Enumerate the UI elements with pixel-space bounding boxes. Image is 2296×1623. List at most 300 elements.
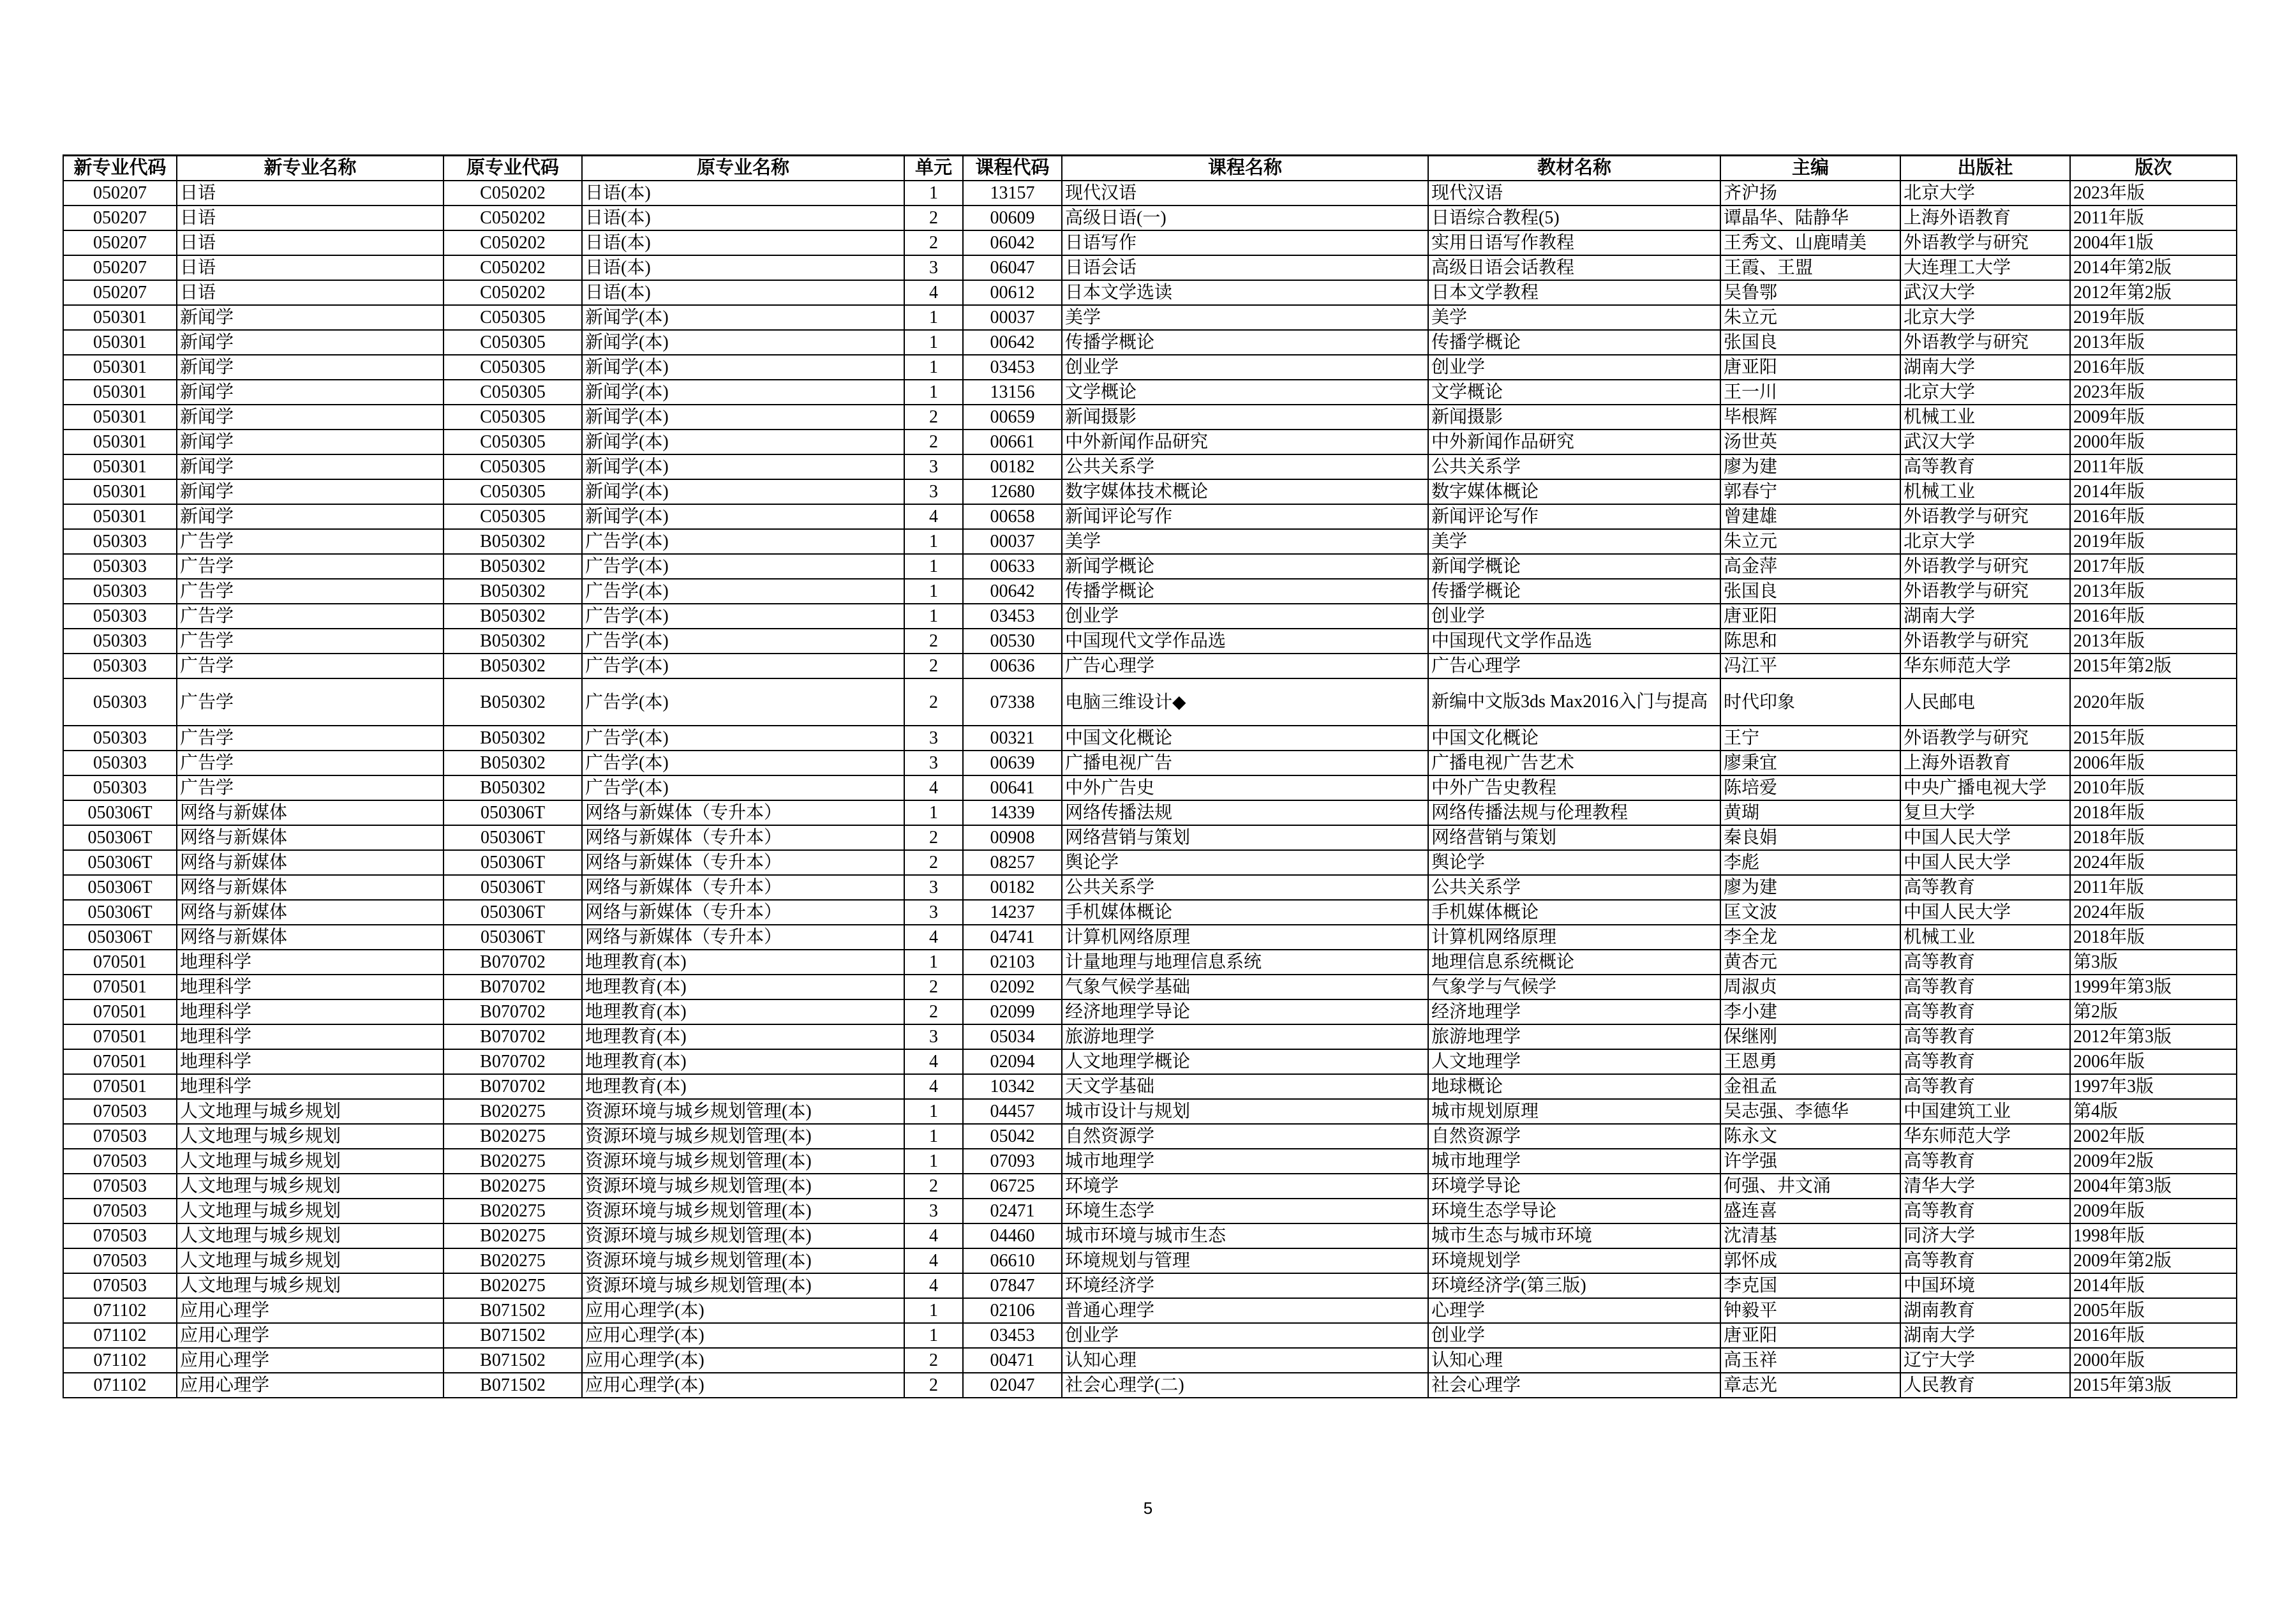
old-major-name-cell: 应用心理学(本) — [582, 1373, 904, 1398]
table-row — [63, 850, 2237, 875]
page-number: 5 — [1143, 1499, 1153, 1518]
old-major-name-cell: 网络与新媒体（专升本） — [582, 925, 904, 950]
course-name-cell: 城市设计与规划 — [1062, 1099, 1428, 1124]
edition-cell: 2015年第2版 — [2070, 654, 2237, 678]
new-major-name-cell: 网络与新媒体 — [177, 875, 444, 900]
new-major-name-cell: 广告学 — [177, 751, 444, 775]
course-code-cell: 08257 — [963, 850, 1062, 875]
editor-cell: 冯江平 — [1720, 654, 1900, 678]
edition-cell: 2023年版 — [2070, 181, 2237, 206]
table-row — [63, 1223, 2237, 1248]
publisher-cell: 华东师范大学 — [1900, 654, 2070, 678]
unit-cell: 4 — [904, 1049, 963, 1074]
edition-cell: 2009年版 — [2070, 1199, 2237, 1223]
unit-cell: 1 — [904, 950, 963, 975]
old-major-code-cell: B050302 — [444, 726, 582, 751]
old-major-name-cell: 广告学(本) — [582, 751, 904, 775]
editor-cell: 王一川 — [1720, 380, 1900, 405]
new-major-name-cell: 应用心理学 — [177, 1298, 444, 1323]
textbook-name-cell: 网络营销与策划 — [1428, 825, 1720, 850]
textbook-name-cell: 广告心理学 — [1428, 654, 1720, 678]
new-major-code-cell: 050303 — [63, 629, 177, 654]
new-major-code-cell: 071102 — [63, 1323, 177, 1348]
unit-cell: 1 — [904, 330, 963, 355]
editor-cell: 周淑贞 — [1720, 975, 1900, 999]
editor-cell: 吴志强、李德华 — [1720, 1099, 1900, 1124]
new-major-code-cell: 070503 — [63, 1223, 177, 1248]
old-major-code-cell: B071502 — [444, 1373, 582, 1398]
course-name-cell: 气象气候学基础 — [1062, 975, 1428, 999]
course-code-cell: 00633 — [963, 554, 1062, 579]
new-major-code-cell: 050303 — [63, 579, 177, 604]
course-code-cell: 10342 — [963, 1074, 1062, 1099]
old-major-code-cell: B070702 — [444, 975, 582, 999]
course-code-cell: 03453 — [963, 604, 1062, 629]
new-major-code-cell: 071102 — [63, 1373, 177, 1398]
old-major-code-cell: B070702 — [444, 1024, 582, 1049]
old-major-name-cell: 地理教育(本) — [582, 1024, 904, 1049]
publisher-cell: 高等教育 — [1900, 1049, 2070, 1074]
table-row — [63, 1373, 2237, 1398]
editor-cell: 沈清基 — [1720, 1223, 1900, 1248]
textbook-name-cell: 城市规划原理 — [1428, 1099, 1720, 1124]
unit-cell: 4 — [904, 1223, 963, 1248]
course-code-cell: 02106 — [963, 1298, 1062, 1323]
old-major-name-cell: 地理教育(本) — [582, 999, 904, 1024]
old-major-name-cell: 地理教育(本) — [582, 975, 904, 999]
editor-cell: 吴鲁鄂 — [1720, 280, 1900, 305]
old-major-name-cell: 应用心理学(本) — [582, 1298, 904, 1323]
editor-cell: 高玉祥 — [1720, 1348, 1900, 1373]
old-major-code-cell: B020275 — [444, 1124, 582, 1149]
old-major-code-cell: B050302 — [444, 751, 582, 775]
new-major-code-cell: 050301 — [63, 430, 177, 454]
course-code-cell: 14237 — [963, 900, 1062, 925]
edition-cell: 2018年版 — [2070, 925, 2237, 950]
table-row — [63, 1124, 2237, 1149]
course-name-cell: 中国文化概论 — [1062, 726, 1428, 751]
unit-cell: 4 — [904, 775, 963, 800]
table-row — [63, 529, 2237, 554]
new-major-name-cell: 新闻学 — [177, 380, 444, 405]
edition-cell: 2010年版 — [2070, 775, 2237, 800]
course-code-cell: 13157 — [963, 181, 1062, 206]
unit-cell: 2 — [904, 1373, 963, 1398]
course-code-cell: 06042 — [963, 230, 1062, 255]
unit-cell: 3 — [904, 726, 963, 751]
publisher-cell: 中央广播电视大学 — [1900, 775, 2070, 800]
header-textbook-name: 教材名称 — [1428, 156, 1720, 181]
old-major-code-cell: C050202 — [444, 181, 582, 206]
unit-cell: 1 — [904, 1099, 963, 1124]
table-row — [63, 1049, 2237, 1074]
old-major-name-cell: 资源环境与城乡规划管理(本) — [582, 1223, 904, 1248]
publisher-cell: 机械工业 — [1900, 405, 2070, 430]
course-code-cell: 12680 — [963, 479, 1062, 504]
course-code-cell: 00661 — [963, 430, 1062, 454]
header-row — [63, 156, 2237, 181]
editor-cell: 盛连喜 — [1720, 1199, 1900, 1223]
course-code-cell: 00037 — [963, 529, 1062, 554]
new-major-name-cell: 日语 — [177, 230, 444, 255]
course-code-cell: 05034 — [963, 1024, 1062, 1049]
course-code-cell: 00908 — [963, 825, 1062, 850]
textbook-name-cell: 自然资源学 — [1428, 1124, 1720, 1149]
old-major-code-cell: B050302 — [444, 579, 582, 604]
unit-cell: 2 — [904, 975, 963, 999]
new-major-name-cell: 广告学 — [177, 726, 444, 751]
table-row — [63, 405, 2237, 430]
edition-cell: 2024年版 — [2070, 900, 2237, 925]
unit-cell: 2 — [904, 206, 963, 230]
course-name-cell: 网络传播法规 — [1062, 800, 1428, 825]
table-row — [63, 1074, 2237, 1099]
edition-cell: 2005年版 — [2070, 1298, 2237, 1323]
edition-cell: 1998年版 — [2070, 1223, 2237, 1248]
course-code-cell: 13156 — [963, 380, 1062, 405]
publisher-cell: 北京大学 — [1900, 380, 2070, 405]
editor-cell: 曾建雄 — [1720, 504, 1900, 529]
course-name-cell: 自然资源学 — [1062, 1124, 1428, 1149]
new-major-code-cell: 050207 — [63, 230, 177, 255]
editor-cell: 高金萍 — [1720, 554, 1900, 579]
edition-cell: 1999年第3版 — [2070, 975, 2237, 999]
old-major-name-cell: 资源环境与城乡规划管理(本) — [582, 1149, 904, 1174]
publisher-cell: 高等教育 — [1900, 875, 2070, 900]
editor-cell: 王霞、王盟 — [1720, 255, 1900, 280]
old-major-name-cell: 新闻学(本) — [582, 430, 904, 454]
old-major-name-cell: 资源环境与城乡规划管理(本) — [582, 1124, 904, 1149]
course-name-cell: 广播电视广告 — [1062, 751, 1428, 775]
old-major-code-cell: B050302 — [444, 654, 582, 678]
course-code-cell: 02094 — [963, 1049, 1062, 1074]
new-major-code-cell: 070501 — [63, 1074, 177, 1099]
publisher-cell: 中国建筑工业 — [1900, 1099, 2070, 1124]
textbook-name-cell: 创业学 — [1428, 1323, 1720, 1348]
edition-cell: 2011年版 — [2070, 206, 2237, 230]
publisher-cell: 高等教育 — [1900, 454, 2070, 479]
new-major-code-cell: 050303 — [63, 654, 177, 678]
table-row — [63, 504, 2237, 529]
course-name-cell: 计量地理与地理信息系统 — [1062, 950, 1428, 975]
new-major-code-cell: 070503 — [63, 1273, 177, 1298]
new-major-code-cell: 050306T — [63, 825, 177, 850]
old-major-name-cell: 网络与新媒体（专升本） — [582, 825, 904, 850]
textbook-name-cell: 中国现代文学作品选 — [1428, 629, 1720, 654]
new-major-name-cell: 广告学 — [177, 604, 444, 629]
course-name-cell: 公共关系学 — [1062, 454, 1428, 479]
old-major-code-cell: C050305 — [444, 405, 582, 430]
old-major-name-cell: 资源环境与城乡规划管理(本) — [582, 1273, 904, 1298]
new-major-code-cell: 050301 — [63, 380, 177, 405]
publisher-cell: 机械工业 — [1900, 925, 2070, 950]
textbook-name-cell: 文学概论 — [1428, 380, 1720, 405]
new-major-code-cell: 050306T — [63, 925, 177, 950]
edition-cell: 2014年第2版 — [2070, 255, 2237, 280]
publisher-cell: 湖南教育 — [1900, 1298, 2070, 1323]
textbook-name-cell: 日语综合教程(5) — [1428, 206, 1720, 230]
old-major-name-cell: 日语(本) — [582, 280, 904, 305]
editor-cell: 李小建 — [1720, 999, 1900, 1024]
old-major-name-cell: 网络与新媒体（专升本） — [582, 800, 904, 825]
table-row — [63, 726, 2237, 751]
new-major-name-cell: 人文地理与城乡规划 — [177, 1174, 444, 1199]
editor-cell: 时代印象 — [1720, 678, 1900, 726]
course-code-cell: 02092 — [963, 975, 1062, 999]
new-major-code-cell: 070503 — [63, 1174, 177, 1199]
course-name-cell: 新闻学概论 — [1062, 554, 1428, 579]
course-code-cell: 02471 — [963, 1199, 1062, 1223]
unit-cell: 3 — [904, 255, 963, 280]
course-name-cell: 中外新闻作品研究 — [1062, 430, 1428, 454]
edition-cell: 2009年版 — [2070, 405, 2237, 430]
edition-cell: 2006年版 — [2070, 1049, 2237, 1074]
edition-cell: 2011年版 — [2070, 875, 2237, 900]
new-major-code-cell: 050207 — [63, 255, 177, 280]
edition-cell: 1997年3版 — [2070, 1074, 2237, 1099]
edition-cell: 2015年版 — [2070, 726, 2237, 751]
new-major-code-cell: 070503 — [63, 1248, 177, 1273]
new-major-code-cell: 050301 — [63, 504, 177, 529]
old-major-name-cell: 新闻学(本) — [582, 305, 904, 330]
unit-cell: 1 — [904, 579, 963, 604]
textbook-name-cell: 环境经济学(第三版) — [1428, 1273, 1720, 1298]
course-name-cell: 认知心理 — [1062, 1348, 1428, 1373]
editor-cell: 李彪 — [1720, 850, 1900, 875]
unit-cell: 1 — [904, 1323, 963, 1348]
unit-cell: 1 — [904, 355, 963, 380]
course-name-cell: 网络营销与策划 — [1062, 825, 1428, 850]
old-major-code-cell: C050305 — [444, 355, 582, 380]
old-major-code-cell: C050305 — [444, 504, 582, 529]
header-course-code: 课程代码 — [963, 156, 1062, 181]
course-name-cell: 创业学 — [1062, 604, 1428, 629]
publisher-cell: 高等教育 — [1900, 1199, 2070, 1223]
new-major-name-cell: 人文地理与城乡规划 — [177, 1223, 444, 1248]
edition-cell: 2016年版 — [2070, 1323, 2237, 1348]
textbook-name-cell: 网络传播法规与伦理教程 — [1428, 800, 1720, 825]
unit-cell: 1 — [904, 529, 963, 554]
textbook-name-cell: 中外新闻作品研究 — [1428, 430, 1720, 454]
old-major-code-cell: 050306T — [444, 875, 582, 900]
header-old-major-code: 原专业代码 — [444, 156, 582, 181]
new-major-code-cell: 050306T — [63, 850, 177, 875]
editor-cell: 陈培爱 — [1720, 775, 1900, 800]
course-name-cell: 日语写作 — [1062, 230, 1428, 255]
edition-cell: 2013年版 — [2070, 330, 2237, 355]
new-major-code-cell: 050207 — [63, 206, 177, 230]
table-row — [63, 999, 2237, 1024]
new-major-code-cell: 071102 — [63, 1348, 177, 1373]
publisher-cell: 外语教学与研究 — [1900, 726, 2070, 751]
new-major-code-cell: 070503 — [63, 1099, 177, 1124]
new-major-name-cell: 广告学 — [177, 678, 444, 726]
course-code-cell: 00471 — [963, 1348, 1062, 1373]
new-major-name-cell: 广告学 — [177, 529, 444, 554]
old-major-name-cell: 网络与新媒体（专升本） — [582, 875, 904, 900]
unit-cell: 1 — [904, 1149, 963, 1174]
table-row — [63, 330, 2237, 355]
unit-cell: 1 — [904, 800, 963, 825]
new-major-code-cell: 050303 — [63, 604, 177, 629]
publisher-cell: 上海外语教育 — [1900, 206, 2070, 230]
publisher-cell: 中国环境 — [1900, 1273, 2070, 1298]
course-code-cell: 00642 — [963, 330, 1062, 355]
publisher-cell: 中国人民大学 — [1900, 850, 2070, 875]
old-major-name-cell: 新闻学(本) — [582, 380, 904, 405]
course-name-cell: 现代汉语 — [1062, 181, 1428, 206]
header-edition: 版次 — [2070, 156, 2237, 181]
new-major-name-cell: 新闻学 — [177, 405, 444, 430]
table-row — [63, 678, 2237, 726]
old-major-name-cell: 广告学(本) — [582, 654, 904, 678]
new-major-code-cell: 050301 — [63, 479, 177, 504]
edition-cell: 2011年版 — [2070, 454, 2237, 479]
textbook-name-cell: 美学 — [1428, 305, 1720, 330]
editor-cell: 廖秉宜 — [1720, 751, 1900, 775]
course-code-cell: 14339 — [963, 800, 1062, 825]
table-row — [63, 380, 2237, 405]
old-major-code-cell: B070702 — [444, 1049, 582, 1074]
table-row — [63, 1149, 2237, 1174]
old-major-code-cell: 050306T — [444, 800, 582, 825]
edition-cell: 2006年版 — [2070, 751, 2237, 775]
old-major-code-cell: B020275 — [444, 1174, 582, 1199]
course-code-cell: 00612 — [963, 280, 1062, 305]
old-major-name-cell: 广告学(本) — [582, 554, 904, 579]
unit-cell: 1 — [904, 1124, 963, 1149]
table-row — [63, 775, 2237, 800]
table-row — [63, 1248, 2237, 1273]
new-major-code-cell: 050303 — [63, 554, 177, 579]
textbook-name-cell: 环境学导论 — [1428, 1174, 1720, 1199]
table-row — [63, 825, 2237, 850]
table-row — [63, 255, 2237, 280]
edition-cell: 2019年版 — [2070, 529, 2237, 554]
new-major-name-cell: 网络与新媒体 — [177, 800, 444, 825]
old-major-code-cell: B020275 — [444, 1248, 582, 1273]
course-code-cell: 00639 — [963, 751, 1062, 775]
table-row — [63, 875, 2237, 900]
unit-cell: 2 — [904, 430, 963, 454]
old-major-code-cell: C050202 — [444, 230, 582, 255]
edition-cell: 2016年版 — [2070, 355, 2237, 380]
new-major-name-cell: 日语 — [177, 255, 444, 280]
edition-cell: 2019年版 — [2070, 305, 2237, 330]
course-name-cell: 数字媒体技术概论 — [1062, 479, 1428, 504]
unit-cell: 2 — [904, 850, 963, 875]
publisher-cell: 大连理工大学 — [1900, 255, 2070, 280]
new-major-name-cell: 新闻学 — [177, 504, 444, 529]
course-name-cell: 舆论学 — [1062, 850, 1428, 875]
unit-cell: 2 — [904, 678, 963, 726]
textbook-name-cell: 美学 — [1428, 529, 1720, 554]
course-code-cell: 00659 — [963, 405, 1062, 430]
table-row — [63, 181, 2237, 206]
edition-cell: 2002年版 — [2070, 1124, 2237, 1149]
edition-cell: 2018年版 — [2070, 825, 2237, 850]
editor-cell: 唐亚阳 — [1720, 355, 1900, 380]
textbook-name-cell: 心理学 — [1428, 1298, 1720, 1323]
course-code-cell: 07338 — [963, 678, 1062, 726]
edition-cell: 2012年第2版 — [2070, 280, 2237, 305]
publisher-cell: 人民邮电 — [1900, 678, 2070, 726]
publisher-cell: 外语教学与研究 — [1900, 330, 2070, 355]
new-major-code-cell: 050303 — [63, 529, 177, 554]
course-name-cell: 计算机网络原理 — [1062, 925, 1428, 950]
editor-cell: 秦良娟 — [1720, 825, 1900, 850]
publisher-cell: 外语教学与研究 — [1900, 230, 2070, 255]
old-major-code-cell: B020275 — [444, 1223, 582, 1248]
table-row — [63, 604, 2237, 629]
course-name-cell: 中外广告史 — [1062, 775, 1428, 800]
new-major-name-cell: 地理科学 — [177, 1074, 444, 1099]
course-code-cell: 00530 — [963, 629, 1062, 654]
table-row — [63, 1298, 2237, 1323]
edition-cell: 第4版 — [2070, 1099, 2237, 1124]
publisher-cell: 外语教学与研究 — [1900, 554, 2070, 579]
course-name-cell: 天文学基础 — [1062, 1074, 1428, 1099]
new-major-code-cell: 050303 — [63, 726, 177, 751]
textbook-name-cell: 城市生态与城市环境 — [1428, 1223, 1720, 1248]
publisher-cell: 湖南大学 — [1900, 604, 2070, 629]
course-code-cell: 00641 — [963, 775, 1062, 800]
edition-cell: 2009年2版 — [2070, 1149, 2237, 1174]
old-major-name-cell: 广告学(本) — [582, 629, 904, 654]
editor-cell: 廖为建 — [1720, 454, 1900, 479]
course-name-cell: 环境学 — [1062, 1174, 1428, 1199]
new-major-code-cell: 050301 — [63, 355, 177, 380]
edition-cell: 2004年1版 — [2070, 230, 2237, 255]
new-major-name-cell: 网络与新媒体 — [177, 825, 444, 850]
course-name-cell: 电脑三维设计◆ — [1062, 678, 1428, 726]
textbook-name-cell: 舆论学 — [1428, 850, 1720, 875]
new-major-name-cell: 新闻学 — [177, 454, 444, 479]
old-major-code-cell: B070702 — [444, 999, 582, 1024]
table-row — [63, 355, 2237, 380]
course-code-cell: 00321 — [963, 726, 1062, 751]
old-major-code-cell: C050305 — [444, 454, 582, 479]
editor-cell: 黄瑚 — [1720, 800, 1900, 825]
course-name-cell: 新闻摄影 — [1062, 405, 1428, 430]
new-major-code-cell: 050306T — [63, 900, 177, 925]
publisher-cell: 北京大学 — [1900, 529, 2070, 554]
course-name-cell: 社会心理学(二) — [1062, 1373, 1428, 1398]
publisher-cell: 武汉大学 — [1900, 430, 2070, 454]
course-code-cell: 00037 — [963, 305, 1062, 330]
edition-cell: 第3版 — [2070, 950, 2237, 975]
new-major-name-cell: 人文地理与城乡规划 — [177, 1248, 444, 1273]
header-unit: 单元 — [904, 156, 963, 181]
course-name-cell: 公共关系学 — [1062, 875, 1428, 900]
editor-cell: 廖为建 — [1720, 875, 1900, 900]
unit-cell: 1 — [904, 305, 963, 330]
old-major-name-cell: 广告学(本) — [582, 604, 904, 629]
old-major-name-cell: 日语(本) — [582, 230, 904, 255]
editor-cell: 许学强 — [1720, 1149, 1900, 1174]
new-major-code-cell: 050207 — [63, 280, 177, 305]
old-major-name-cell: 新闻学(本) — [582, 454, 904, 479]
course-name-cell: 中国现代文学作品选 — [1062, 629, 1428, 654]
old-major-code-cell: 050306T — [444, 825, 582, 850]
course-name-cell: 普通心理学 — [1062, 1298, 1428, 1323]
editor-cell: 陈永文 — [1720, 1124, 1900, 1149]
new-major-code-cell: 050306T — [63, 800, 177, 825]
course-name-cell: 城市地理学 — [1062, 1149, 1428, 1174]
course-name-cell: 新闻评论写作 — [1062, 504, 1428, 529]
unit-cell: 4 — [904, 504, 963, 529]
old-major-code-cell: C050202 — [444, 206, 582, 230]
